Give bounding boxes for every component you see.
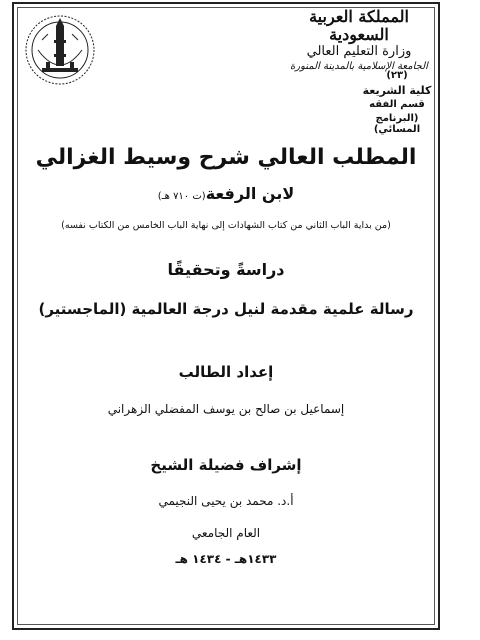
author-death-date: (ت ٧١٠ هـ) xyxy=(157,191,206,202)
islamic-university-emblem-icon xyxy=(22,10,98,94)
author-name: لابن الرفعة xyxy=(205,184,295,203)
book-title: المطلب العالي شرح وسيط الغزالي xyxy=(35,145,417,170)
study-label: دراسةً وتحقيقًا xyxy=(167,260,285,279)
university-name: الجامعة الإسلامية بالمدينة المنورة xyxy=(290,61,428,72)
academic-year-label: العام الجامعي xyxy=(191,526,261,540)
academic-year-value: ١٤٣٣هـ - ١٤٣٤ هـ xyxy=(175,552,277,566)
preparation-label: إعداد الطالب xyxy=(178,363,274,381)
scope-note: (من بداية الباب الثاني من كتاب الشهادات إلى نهاية الباب الخامس من الكتاب نفسه) xyxy=(61,220,391,231)
college-name: كلية الشريعة xyxy=(362,84,432,97)
institution-header xyxy=(284,8,434,73)
thesis-description: رسالة علمية مقدمة لنيل درجة العالمية (الماجستير) xyxy=(38,300,414,318)
supervision-label: إشراف فضيلة الشيخ xyxy=(150,456,302,474)
student-name: إسماعيل بن صالح بن يوسف المفضلي الزهراني xyxy=(107,402,345,416)
supervisor-name: أ.د. محمد بن يحيى النجيمي xyxy=(158,494,294,508)
document-number: (٢٣) xyxy=(386,70,408,81)
program-name: (البرنامج المسائي) xyxy=(373,113,421,135)
kingdom-name: المملكة العربية السعودية xyxy=(309,7,409,44)
department-name: قسم الفقه xyxy=(369,99,425,110)
author-line xyxy=(14,184,438,203)
ministry-name: وزارة التعليم العالي xyxy=(306,44,412,59)
